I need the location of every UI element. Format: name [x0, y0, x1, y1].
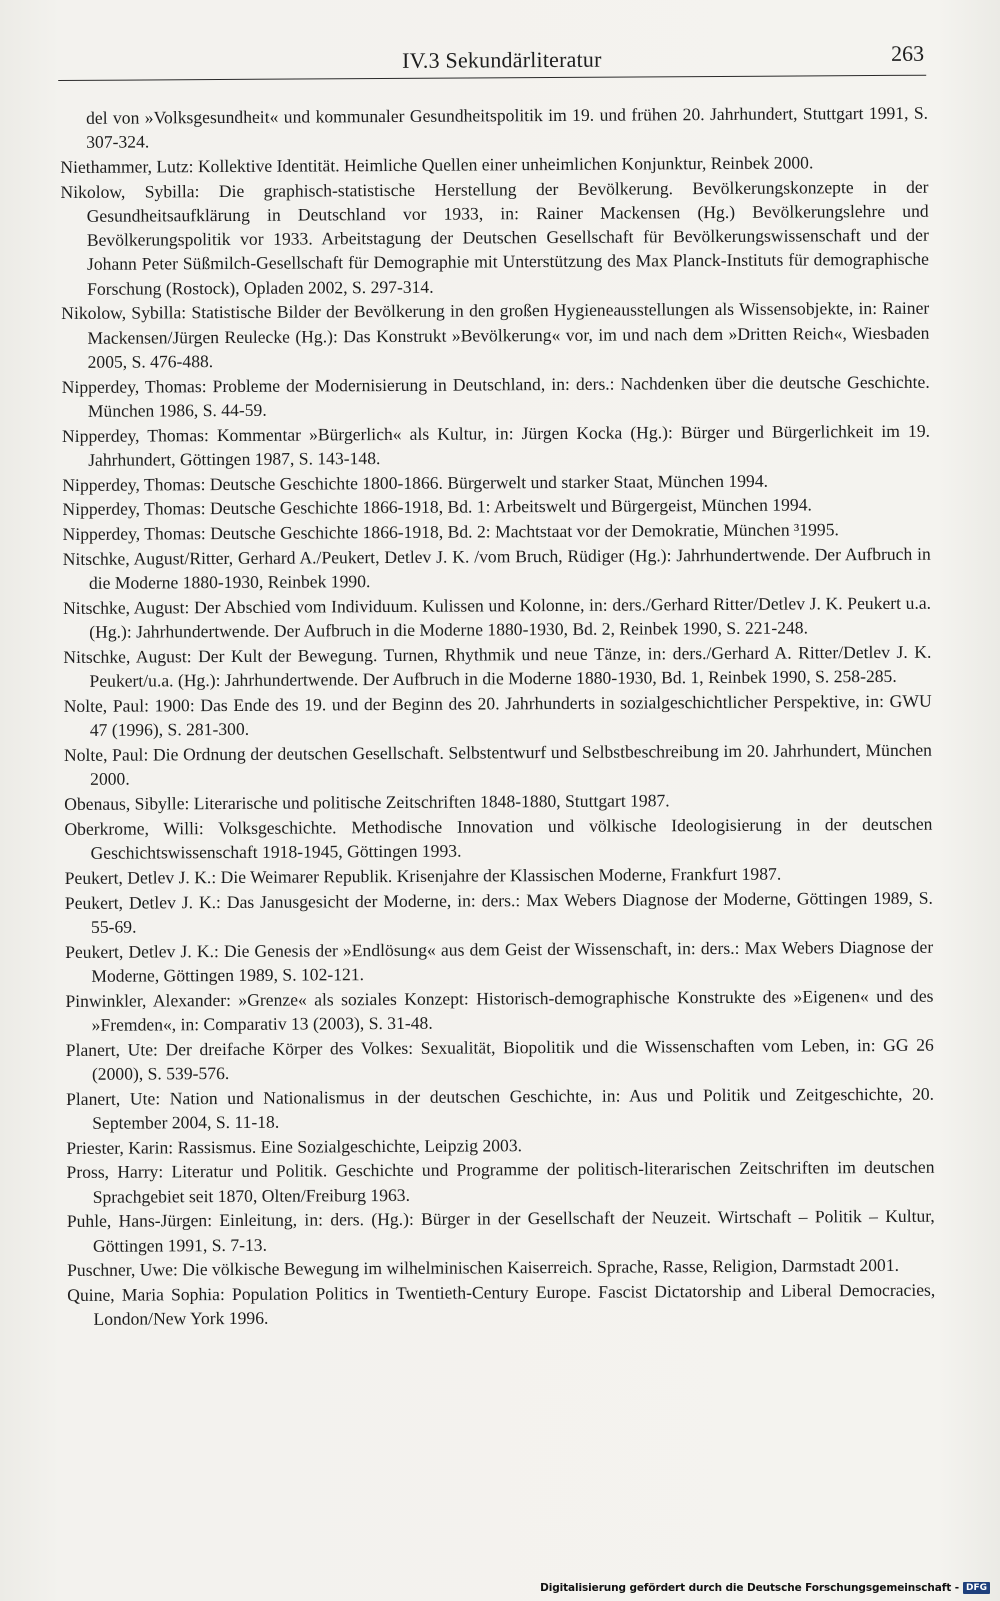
bibliography-entry: Nipperdey, Thomas: Deutsche Geschichte 1866-1918, Bd. 2: Machtstaat vor der Demokratie, München ³1995.	[62, 519, 839, 545]
bibliography-entry: Peukert, Detlev J. K.: Das Janusgesicht der Moderne, in: ders.: Max Webers Diagnose der Moderne, Göttingen 1989, S. 55-69.	[64, 887, 933, 937]
bibliography-entry: Nolte, Paul: 1900: Das Ende des 19. und der Beginn des 20. Jahrhunderts in sozialgeschichtlicher Perspektive, in: GWU 47 (1996), S. 281-300.	[63, 690, 932, 741]
bibliography-entry: Nipperdey, Thomas: Deutsche Geschichte 1800-1866. Bürgerwelt und starker Staat, München 1994.	[62, 470, 769, 495]
bibliography-entry: Puschner, Uwe: Die völkische Bewegung im wilhelminischen Kaiserreich. Sprache, Rasse, Religion, Darmstadt 2001.	[67, 1255, 900, 1281]
digitization-footer	[540, 1580, 990, 1596]
bibliography-entry: del von »Volksgesundheit« und kommunaler Gesundheitspolitik im 19. und frühen 20. Jahrhundert, Stuttgart 1991, S. 307-324.	[86, 102, 929, 153]
bibliography-entry: Oberkrome, Willi: Volksgeschichte. Methodische Innovation und völkische Ideologisierung in der deutschen Geschichtswissenschaft 1918-1945, Göttingen 1993.	[64, 813, 933, 863]
bibliography-entry: Planert, Ute: Der dreifache Körper des Volkes: Sexualität, Biopolitik und die Wissenschaften vom Leben, in: GG 26 (2000), S. 539-576.	[65, 1034, 934, 1084]
bibliography-entry: Nikolow, Sybilla: Die graphisch-statistische Herstellung der Bevölkerung. Bevölkerungskonzepte in der Gesundheitsaufklärung in Deutschland vor 1933, in: Rainer Mackensen (Hg.) Bevölkerungslehre und Bevölkerungspolitik vor 1933. Arbeitstagung der Deutschen Gesellschaft für Bevölkerungswissenschaft und der Johann Peter Süßmilch-Gesellschaft für Demographie mit Unterstützung des Max Planck-Instituts für demographische Forschung (Rostock), Opladen 2002, S. 297-314.	[60, 176, 930, 299]
bibliography-entry: Nipperdey, Thomas: Probleme der Modernisierung in Deutschland, in: ders.: Nachdenken über die deutsche Geschichte. München 1986, S. 44-59.	[61, 371, 930, 421]
bibliography-entry: Peukert, Detlev J. K.: Die Genesis der »Endlösung« aus dem Geist der Wissenschaft, in: ders.: Max Webers Diagnose der Moderne, Göttingen 1989, S. 102-121.	[65, 936, 934, 986]
bibliography-entry: Nolte, Paul: Die Ordnung der deutschen Gesellschaft. Selbstentwurf und Selbstbeschreibung im 20. Jahrhundert, München 2000.	[63, 739, 933, 790]
page-number: 263	[890, 40, 925, 66]
bibliography-entry: Nitschke, August/Ritter, Gerhard A./Peukert, Detlev J. K. /vom Bruch, Rüdiger (Hg.): Jahrhundertwende. Der Aufbruch in die Moderne 1880-1930, Reinbek 1990.	[62, 543, 931, 594]
bibliography-entry: Pross, Harry: Literatur und Politik. Geschichte und Programme der politisch-literarischen Zeitschriften im deutschen Sprachgebiet seit 1870, Olten/Freiburg 1963.	[66, 1157, 935, 1207]
bibliography-entry: Nipperdey, Thomas: Kommentar »Bürgerlich« als Kultur, in: Jürgen Kocka (Hg.): Bürger und Bürgerlichkeit im 19. Jahrhundert, Göttingen 1987, S. 143-148.	[61, 420, 931, 470]
bibliography-entry: Niethammer, Lutz: Kollektive Identität. Heimliche Quellen einer unheimlichen Konjunktur, Reinbek 2000.	[60, 152, 814, 177]
footer-credit: Digitalisierung gefördert durch die Deutsche Forschungsgemeinschaft -	[540, 1582, 959, 1594]
bibliography-entry: Puhle, Hans-Jürgen: Einleitung, in: ders. (Hg.): Bürger in der Gesellschaft der Neuzeit. Wirtschaft – Politik – Kultur, Göttingen 1991, S. 7-13.	[66, 1206, 935, 1256]
bibliography-list	[60, 101, 935, 1332]
bibliography-entry: Nitschke, August: Der Abschied vom Individuum. Kulissen und Kolonne, in: ders./Gerhard Ritter/Detlev J. K. Peukert u.a. (Hg.): Jahrhundertwende. Der Aufbruch in die Moderne 1880-1930, Bd. 2, Reinbek 1990, S. 221-248.	[63, 592, 932, 643]
section-title: IV.3 Sekundärliteratur	[402, 46, 602, 73]
bibliography-entry: Peukert, Detlev J. K.: Die Weimarer Republik. Krisenjahre der Klassischen Moderne, Frankfurt 1987.	[64, 863, 782, 888]
bibliography-entry: Obenaus, Sibylle: Literarische und politische Zeitschriften 1848-1880, Stuttgart 1987.	[64, 790, 670, 814]
bibliography-entry: Nikolow, Sybilla: Statistische Bilder der Bevölkerung in den großen Hygieneausstellungen als Wissensobjekte, in: Rainer Mackensen/Jürgen Reulecke (Hg.): Das Konstrukt »Bevölkerung« vor, im und nach dem »Dritten Reich«, Wiesbaden 2005, S. 476-488.	[61, 298, 930, 372]
bibliography-entry: Pinwinkler, Alexander: »Grenze« als soziales Konzept: Historisch-demographische Konstrukte des »Eigenen« und des »Fremden«, in: Comparativ 13 (2003), S. 31-48.	[65, 985, 934, 1035]
bibliography-entry: Nipperdey, Thomas: Deutsche Geschichte 1866-1918, Bd. 1: Arbeitswelt und Bürgergeist, München 1994.	[62, 494, 812, 520]
bibliography-entry: Quine, Maria Sophia: Population Politics in Twentieth-Century Europe. Fascist Dictatorship and Liberal Democracies, London/New York 1996.	[67, 1279, 936, 1330]
bibliography-entry: Priester, Karin: Rassismus. Eine Sozialgeschichte, Leipzig 2003.	[66, 1134, 523, 1158]
running-header	[58, 39, 926, 81]
dfg-logo-icon: DFG	[963, 1582, 990, 1594]
bibliography-entry: Planert, Ute: Nation und Nationalismus in der deutschen Geschichte, in: Aus und Politik und Zeitgeschichte, 20. September 2004, S. 11-18.	[66, 1083, 935, 1133]
bibliography-entry: Nitschke, August: Der Kult der Bewegung. Turnen, Rhythmik und neue Tänze, in: ders./Gerhard A. Ritter/Detlev J. K. Peukert/u.a. (Hg.): Jahrhundertwende. Der Aufbruch in die Moderne 1880-1930, Bd. 1, Reinbek 1990, S. 258-285.	[63, 641, 932, 692]
